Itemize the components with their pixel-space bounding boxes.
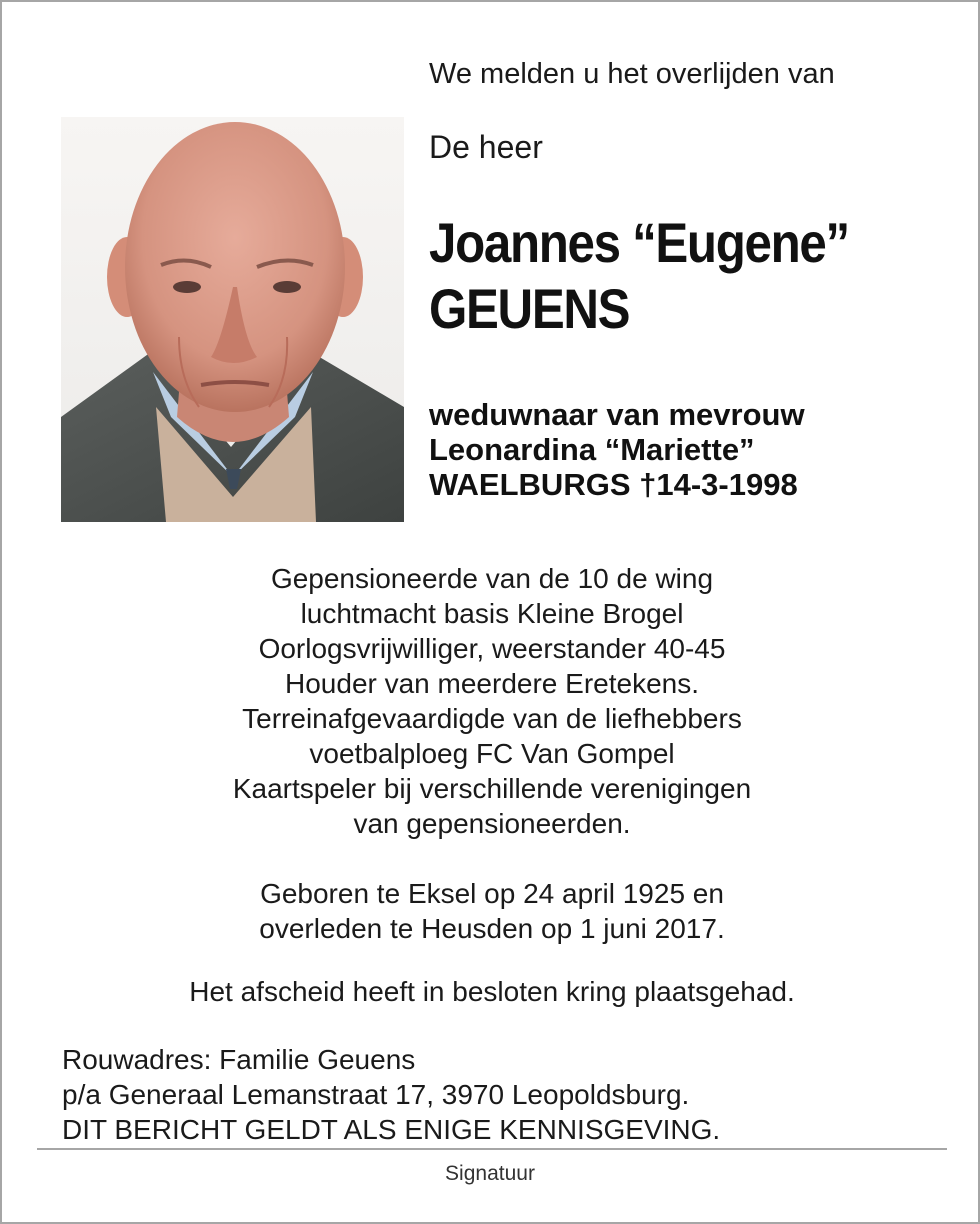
bio-line: luchtmacht basis Kleine Brogel [300, 598, 684, 629]
intro-text: We melden u het overlijden van [429, 58, 835, 90]
birth-line: Geboren te Eksel op 24 april 1925 en [260, 878, 724, 909]
biography [42, 561, 942, 841]
divider [37, 1148, 947, 1150]
death-line: overleden te Heusden op 1 juni 2017. [259, 913, 725, 944]
notice-line: DIT BERICHT GELDT ALS ENIGE KENNISGEVING. [62, 1114, 721, 1145]
address-line: p/a Generaal Lemanstraat 17, 3970 Leopoldsburg. [62, 1079, 690, 1110]
signature-label: Signatuur [445, 1162, 535, 1185]
bio-line: voetbalploeg FC Van Gompel [309, 738, 675, 769]
birth-death-dates [42, 876, 942, 946]
farewell-note: Het afscheid heeft in besloten kring plaatsgehad. [189, 976, 795, 1007]
spouse-info [429, 397, 805, 502]
portrait-photo [61, 117, 404, 522]
bio-line: Kaartspeler bij verschillende verenigingen [232, 773, 752, 804]
name-line-first: Joannes “Eugene” [429, 211, 849, 274]
honorific: De heer [429, 129, 543, 165]
spouse-line: Leonardina “Mariette” [429, 432, 755, 467]
bio-line: Terreinafgevaardigde van de liefhebbers [242, 703, 742, 734]
spouse-line: WAELBURGS †14-3-1998 [429, 467, 798, 502]
bio-line: Houder van meerdere Eretekens. [285, 668, 699, 699]
bio-line: Oorlogsvrijwilliger, weerstander 40-45 [258, 633, 726, 664]
address-line: Rouwadres: Familie Geuens [62, 1044, 416, 1075]
name-line-surname: GEUENS [429, 277, 630, 340]
spouse-line: weduwnaar van mevrouw [429, 397, 805, 432]
mourning-address [62, 1042, 720, 1147]
deceased-name [429, 210, 849, 342]
bio-line: van gepensioneerden. [353, 808, 631, 839]
bio-line: Gepensioneerde van de 10 de wing [270, 563, 714, 594]
